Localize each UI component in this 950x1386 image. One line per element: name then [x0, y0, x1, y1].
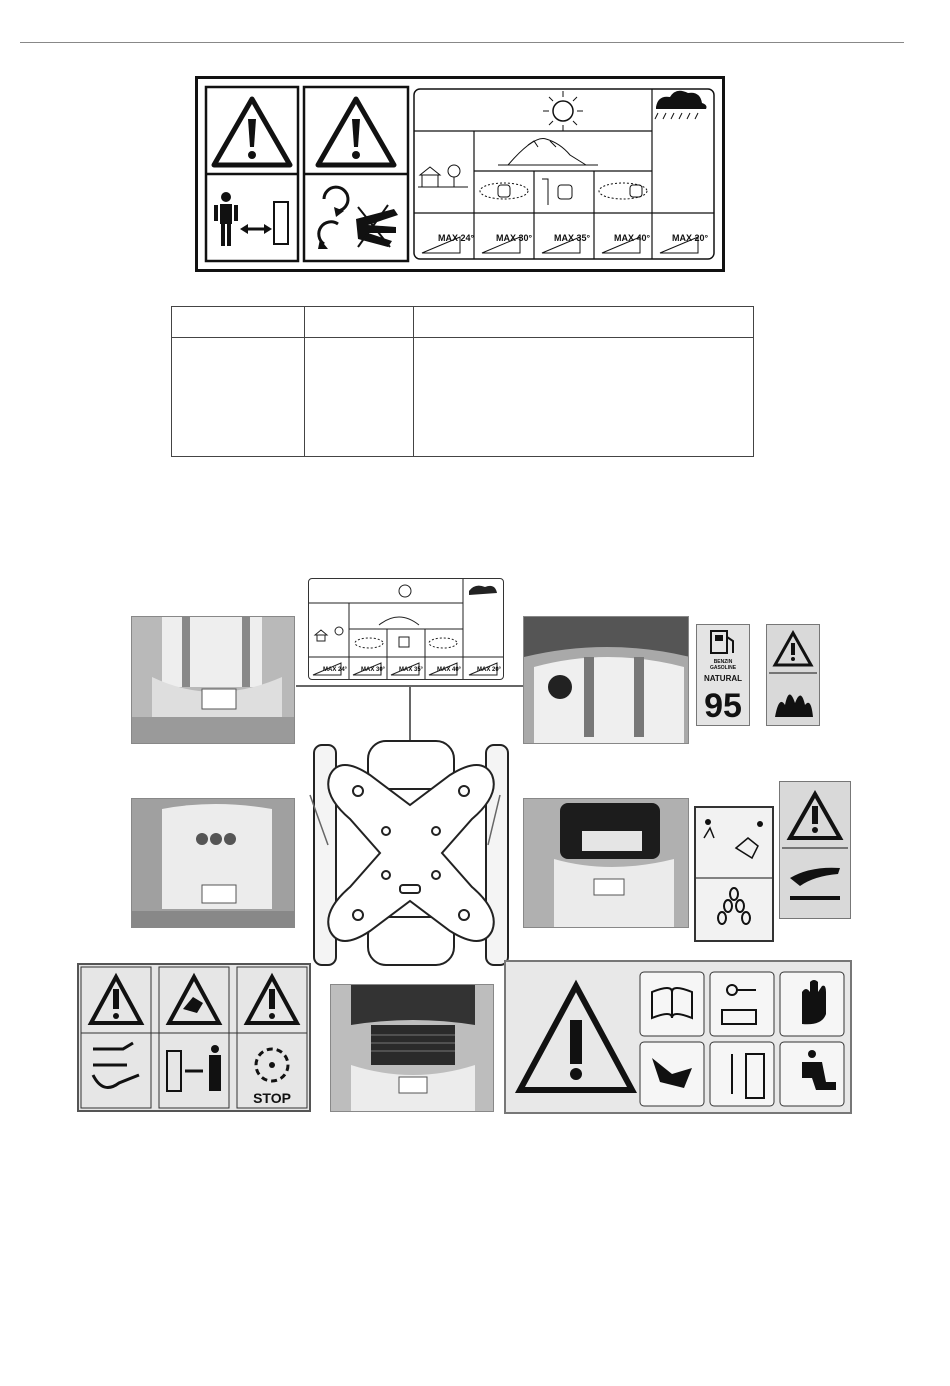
slope-limit-label: MAX 20° [672, 233, 709, 243]
machine-photo-fuel-tank [523, 616, 689, 744]
operator-safety-sticker [504, 960, 852, 1114]
slope-limit-label: MAX 35° [399, 667, 424, 673]
machine-photo-engine [523, 798, 689, 928]
machine-top-view [300, 735, 522, 971]
warning-triangle-icon [91, 977, 141, 1023]
mini-slope-label-graphic [309, 579, 503, 679]
fuel-sticker [696, 624, 750, 726]
fuel-type: NATURAL [703, 674, 743, 683]
hands-crush-icon [93, 1043, 139, 1088]
fuel-line1: BENZIN [713, 659, 733, 665]
falling-person-icon [169, 977, 219, 1023]
fire-icon [775, 694, 813, 717]
slope-limit-label: MAX 35° [554, 233, 591, 243]
fire-warning-sticker [766, 624, 820, 726]
thrown-objects-sticker [694, 806, 774, 942]
mini-slope-label [308, 578, 504, 680]
hot-surface-sticker [779, 781, 851, 919]
slope-limit-label: MAX 24° [323, 667, 348, 673]
machine-photo-left-panel [131, 798, 295, 928]
slope-limit-label: MAX 40° [614, 233, 651, 243]
hand-icon [790, 868, 840, 886]
slope-limit-label: MAX 40° [437, 667, 462, 673]
fuel-line2: GASOLINE [709, 665, 737, 671]
warning-triangle-icon [247, 977, 297, 1023]
stop-label: STOP [253, 1090, 291, 1106]
machine-photo-rear-left [131, 616, 295, 744]
triple-warning-sticker [77, 963, 311, 1112]
fuel-octane: 95 [704, 687, 742, 725]
slope-limit-label: MAX 30° [361, 667, 386, 673]
machine-photo-front [330, 984, 494, 1112]
slope-limit-label: MAX 20° [477, 667, 502, 673]
slope-limit-label: MAX 24° [438, 233, 475, 243]
slope-limit-label: MAX 30° [496, 233, 533, 243]
